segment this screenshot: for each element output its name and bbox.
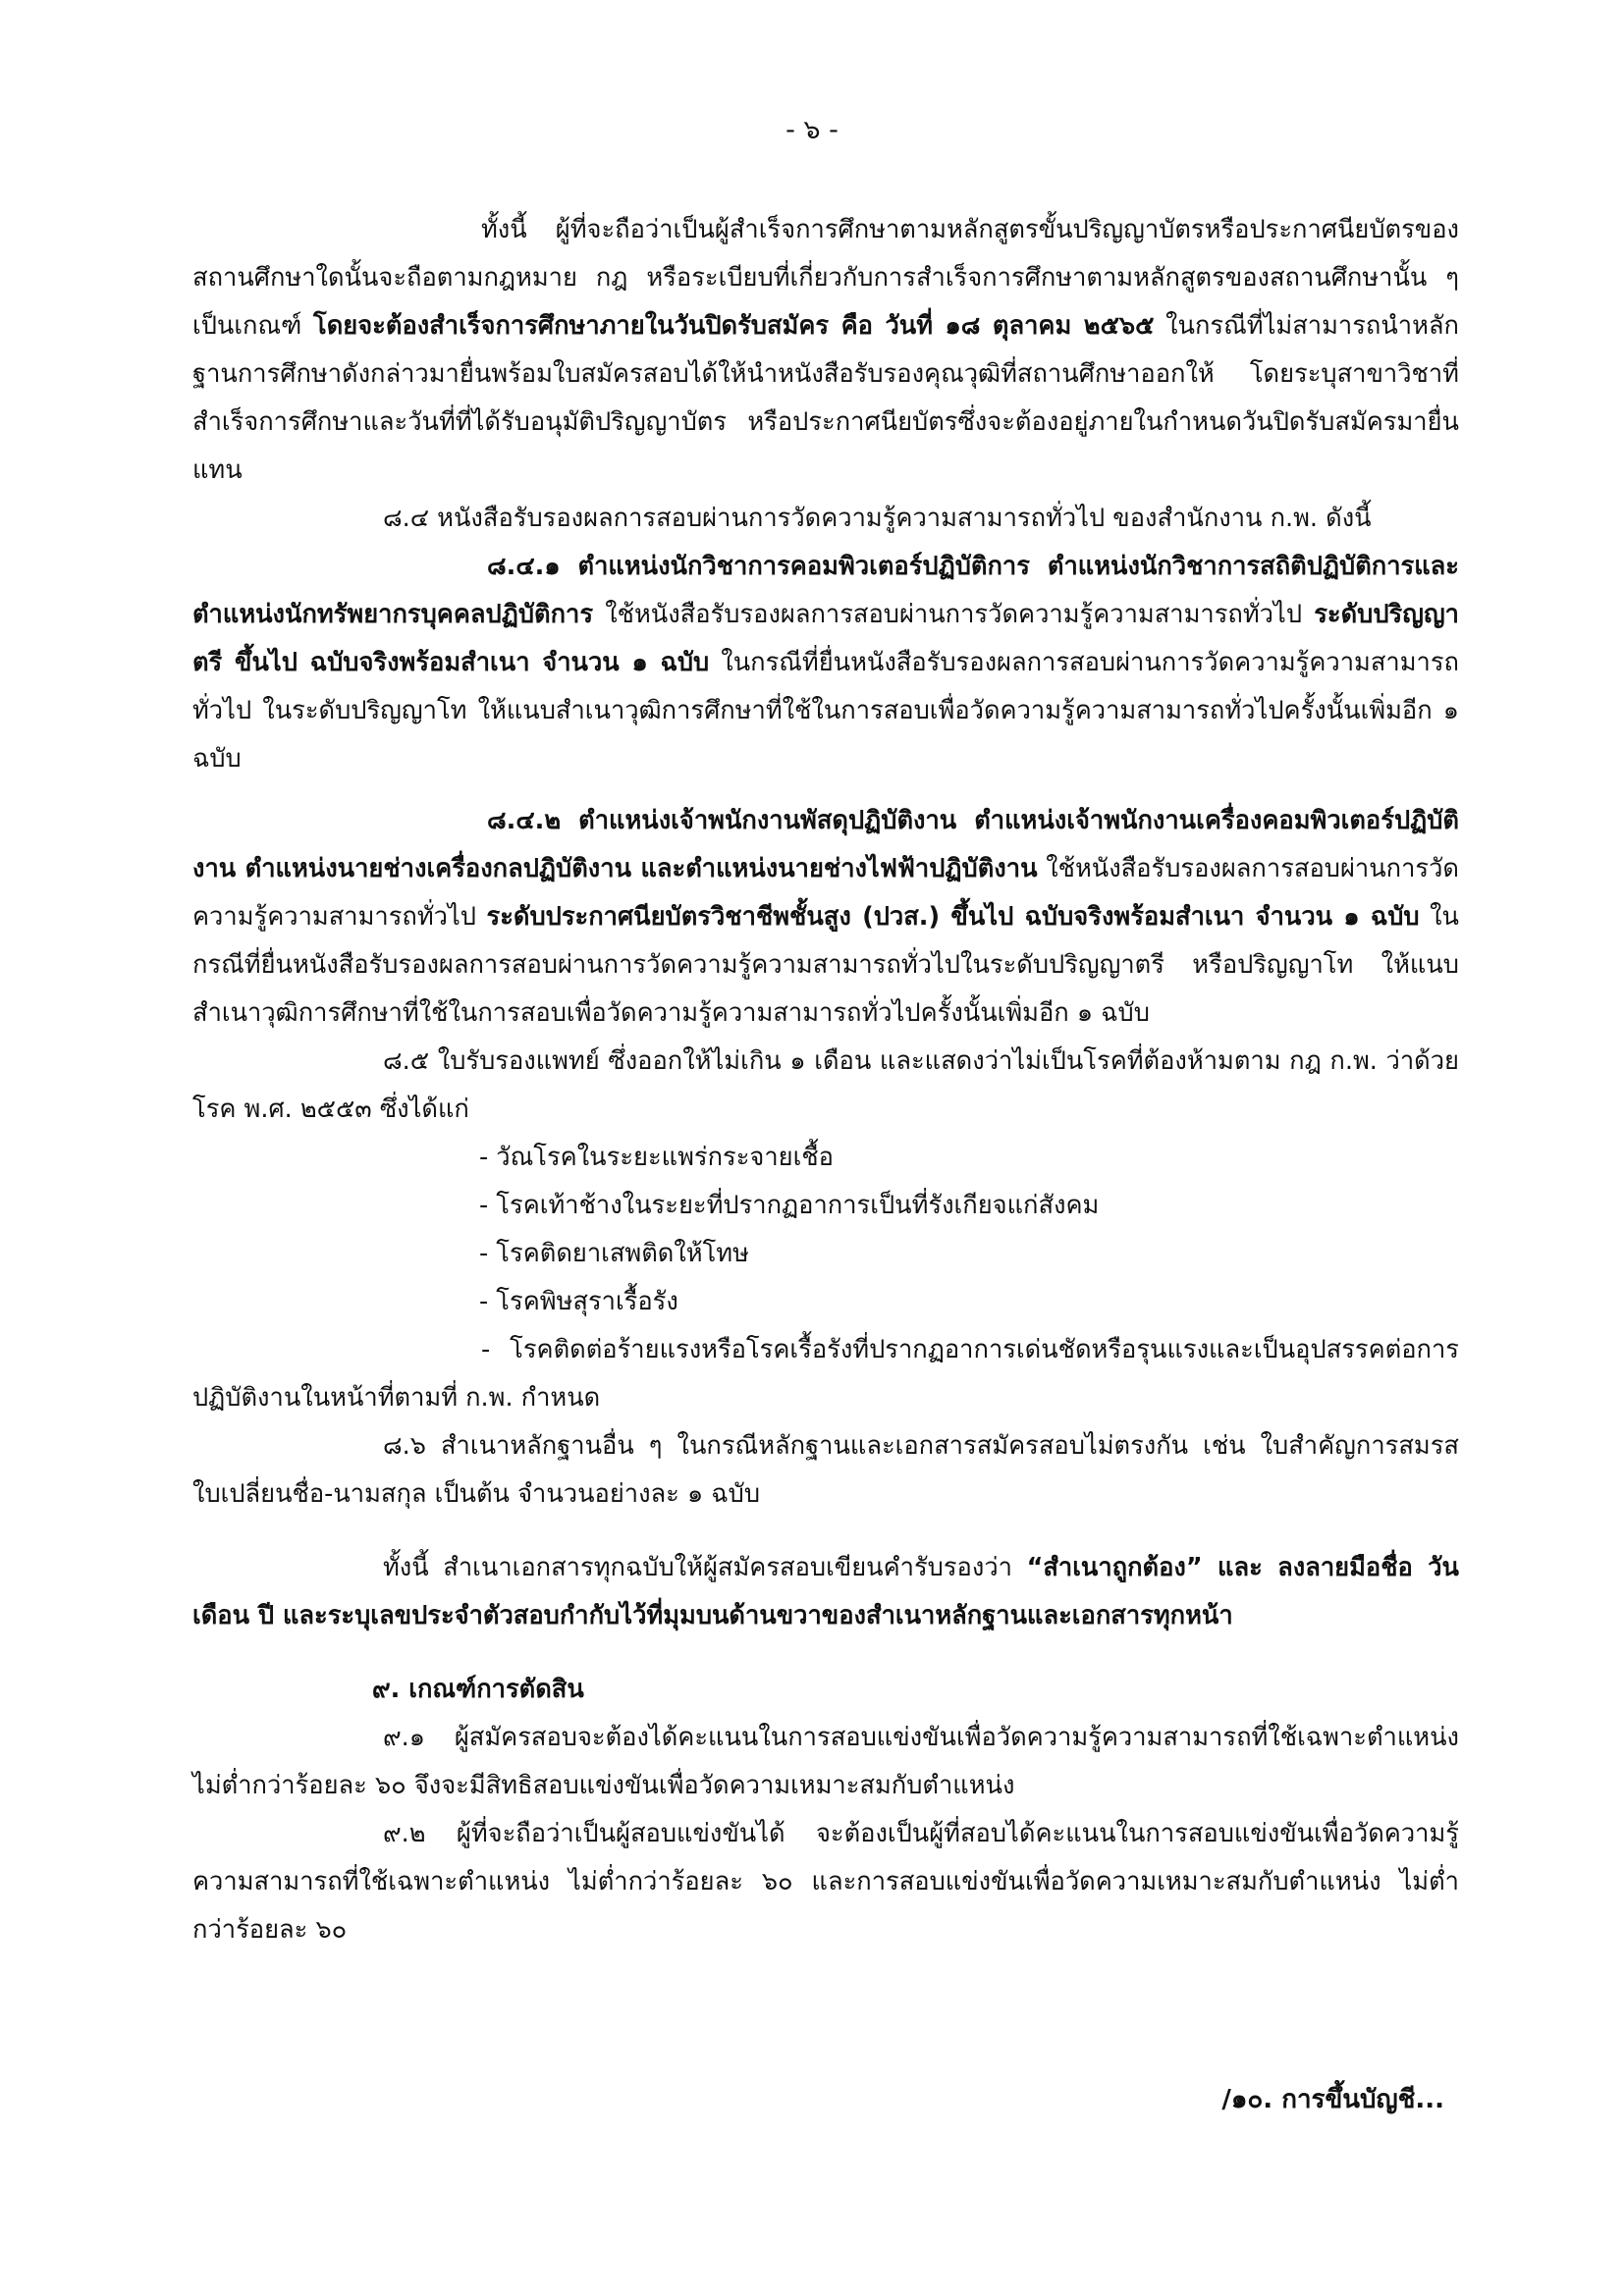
- continuation-marker: /๑๐. การขึ้นบัญชี...: [1221, 2085, 1444, 2114]
- section-8-5: ๘.๕ ใบรับรองแพทย์ ซึ่งออกให้ไม่เกิน ๑ เดือน และแสดงว่าไม่เป็นโรคที่ต้องห้ามตาม กฎ ก.พ. ว่าด้วยโรค พ.ศ. ๒๕๕๓ ซึ่งได้แก่: [192, 1046, 1459, 1124]
- section-8-4-2-heading: ๘.๔.๒ ตำแหน่งเจ้าพนักงานพัสดุปฏิบัติงาน ตำแหน่งเจ้าพนักงานเครื่องคอมพิวเตอร์ปฏิบัติงาน ตำแหน่งนายช่างเครื่องกลปฏิบัติงาน และตำแหน่งนายช่างไฟฟ้าปฏิบัติงาน: [192, 806, 1459, 883]
- document-body: [192, 206, 1459, 1954]
- section-8-4-2-text: ในกรณีที่ยื่นหนังสือรับรองผลการสอบผ่านการวัดความรู้ความสามารถทั่วไปในระดับปริญญาตรี หรือปริญญาโท ให้แนบสำเนาวุฒิการศึกษาที่ใช้ในการสอบเพื่อวัดความรู้ความสามารถทั่วไปครั้งนั้นเพิ่มอีก ๑ ฉบับ: [192, 902, 1459, 1028]
- section-9-2: ๙.๒ ผู้ที่จะถือว่าเป็นผู้สอบแข่งขันได้ จะต้องเป็นผู้ที่สอบได้คะแนนในการสอบแข่งขันเพื่อวัดความรู้ความสามารถที่ใช้เฉพาะตำแหน่ง ไม่ต่ำกว่าร้อยละ ๖๐ และการสอบแข่งขันเพื่อวัดความเหมาะสมกับตำแหน่ง ไม่ต่ำกว่าร้อยละ ๖๐: [192, 1819, 1459, 1945]
- disease-list-item: - โรคพิษสุราเรื้อรัง: [479, 1287, 678, 1316]
- section-9-1: ๙.๑ ผู้สมัครสอบจะต้องได้คะแนนในการสอบแข่งขันเพื่อวัดความรู้ความสามารถที่ใช้เฉพาะตำแหน่ง ไม่ต่ำกว่าร้อยละ ๖๐ จึงจะมีสิทธิสอบแข่งขันเพื่อวัดความเหมาะสมกับตำแหน่ง: [192, 1723, 1459, 1800]
- para-bold-deadline: โดยจะต้องสำเร็จการศึกษาภายในวันปิดรับสมัคร คือ วันที่ ๑๘ ตุลาคม ๒๕๖๕: [313, 311, 1155, 341]
- section-8-4-1-level: ระดับปริญญาตรี ขึ้นไป ฉบับจริงพร้อมสำเนา จำนวน ๑ ฉบับ: [192, 600, 1459, 677]
- section-8-4: ๘.๔ หนังสือรับรองผลการสอบผ่านการวัดความรู้ความสามารถทั่วไป ของสำนักงาน ก.พ. ดังนี้: [383, 504, 1372, 533]
- section-8-4-2-level: ระดับประกาศนียบัตรวิชาชีพชั้นสูง (ปวส.) ขึ้นไป ฉบับจริงพร้อมสำเนา จำนวน ๑ ฉบับ: [486, 902, 1420, 932]
- disease-list-item: - โรคติดยาเสพติดให้โทษ: [479, 1239, 749, 1268]
- section-8-4-1-text: ในกรณีที่ยื่นหนังสือรับรองผลการสอบผ่านการวัดความรู้ความสามารถทั่วไป ในระดับปริญญาโท ให้แนบสำเนาวุฒิการศึกษาที่ใช้ในการสอบเพื่อวัดความรู้ความสามารถทั่วไปครั้งนั้นเพิ่มอีก ๑ ฉบับ: [192, 648, 1459, 774]
- disease-list-item: - วัณโรคในระยะแพร่กระจายเชื้อ: [479, 1143, 834, 1172]
- section-8-4-1: [192, 543, 1459, 783]
- note-text: ทั้งนี้ สำเนาเอกสารทุกฉบับให้ผู้สมัครสอบเขียนคำรับรองว่า: [383, 1553, 1027, 1582]
- section-8-4-1-heading: ๘.๔.๑ ตำแหน่งนักวิชาการคอมพิวเตอร์ปฏิบัติการ ตำแหน่งนักวิชาการสถิติปฏิบัติการและตำแหน่งนักทรัพยากรบุคคลปฏิบัติการ: [192, 552, 1459, 629]
- certification-note: [192, 1544, 1459, 1640]
- note-bold: “สำเนาถูกต้อง” และ ลงลายมือชื่อ วัน เดือน ปี และระบุเลขประจำตัวสอบกำกับไว้ที่มุมบนด้านขวาของสำเนาหลักฐานและเอกสารทุกหน้า: [192, 1553, 1459, 1630]
- section-9-heading: ๙. เกณฑ์การตัดสิน: [372, 1675, 584, 1704]
- disease-list-item-last: - โรคติดต่อร้ายแรงหรือโรคเรื้อรังที่ปรากฏอาการเด่นชัดหรือรุนแรงและเป็นอุปสรรคต่อการปฏิบัติงานในหน้าที่ตามที่ ก.พ. กำหนด: [192, 1335, 1459, 1413]
- section-8-4-2-text: ใช้หนังสือรับรองผลการสอบผ่านการวัดความรู้ความสามารถทั่วไป: [192, 854, 1459, 932]
- paragraph-graduation-criteria: [192, 206, 1459, 495]
- section-8-4-1-text: ใช้หนังสือรับรองผลการสอบผ่านการวัดความรู้ความสามารถทั่วไป: [593, 600, 1315, 629]
- disease-list-item: - โรคเท้าช้างในระยะที่ปรากฏอาการเป็นที่รังเกียจแก่สังคม: [479, 1191, 1100, 1220]
- page-number: - ๖ -: [785, 115, 839, 145]
- para-text: ทั้งนี้ ผู้ที่จะถือว่าเป็นผู้สำเร็จการศึกษาตามหลักสูตรขั้นปริญญาบัตรหรือประกาศนียบัตรของสถานศึกษาใดนั้นจะถือตามกฎหมาย กฎ หรือระเบียบที่เกี่ยวกับการสำเร็จการศึกษาตามหลักสูตรของสถานศึกษานั้น ๆ เป็นเกณฑ์: [192, 215, 1459, 341]
- section-8-4-2: [192, 797, 1459, 1038]
- section-8-6: ๘.๖ สำเนาหลักฐานอื่น ๆ ในกรณีหลักฐานและเอกสารสมัครสอบไม่ตรงกัน เช่น ใบสำคัญการสมรส ใบเปลี่ยนชื่อ-นามสกุล เป็นต้น จำนวนอย่างละ ๑ ฉบับ: [192, 1431, 1459, 1509]
- para-text: ในกรณีที่ไม่สามารถนำหลักฐานการศึกษาดังกล่าวมายื่นพร้อมใบสมัครสอบได้ให้นำหนังสือรับรองคุณวุฒิที่สถานศึกษาออกให้ โดยระบุสาขาวิชาที่สำเร็จการศึกษาและวันที่ที่ได้รับอนุมัติปริญญาบัตร หรือประกาศนียบัตรซึ่งจะต้องอยู่ภายในกำหนดวันปิดรับสมัครมายื่นแทน: [192, 311, 1459, 485]
